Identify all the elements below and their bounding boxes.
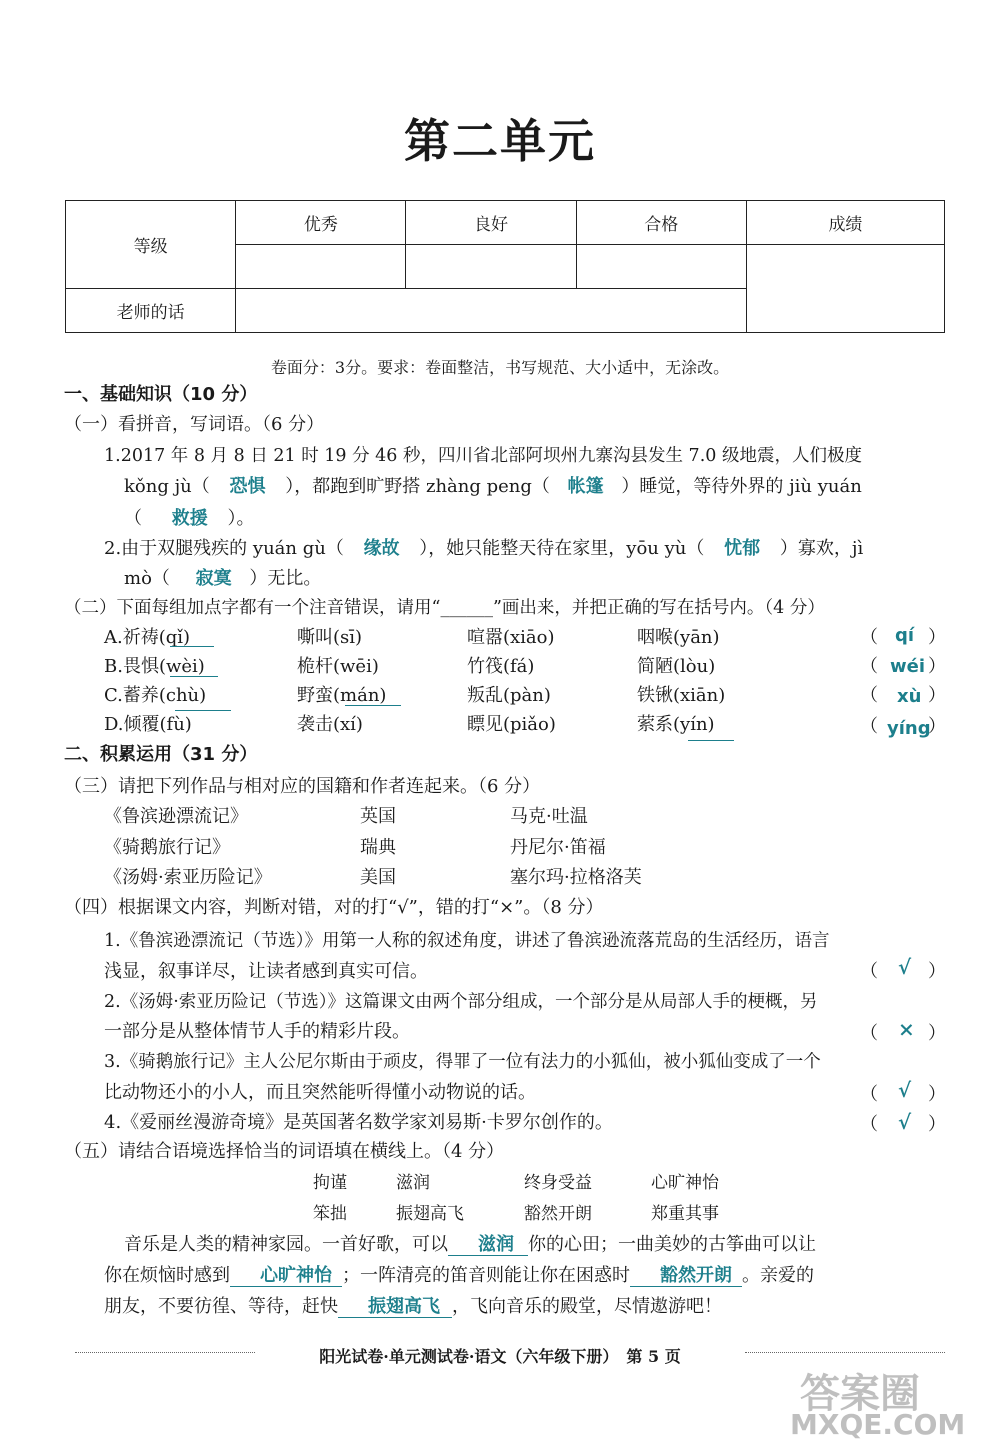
part-2-heading: （二）下面每组加点字都有一个注音错误，请用“______”画出来，并把正确的写在括号内。（4 分） [64, 598, 825, 618]
teacher-label: 老师的话 [66, 289, 236, 333]
judge-1-line2: 浅显，叙事详尽，让读者感到真实可信。 [104, 961, 428, 982]
row-a-underline [170, 646, 214, 647]
row-c-c3: 叛乱(pàn) [467, 685, 551, 706]
word-8: 郑重其事 [651, 1204, 719, 1224]
para-1a: 音乐是人类的精神家园。一首好歌，可以 [124, 1234, 448, 1255]
row-b-underline [170, 676, 218, 677]
q1-pinyin: kǒng jù（ [124, 476, 210, 497]
fill-2: 心旷神怡 [230, 1265, 342, 1287]
q2-pinyin-2: mò（ [124, 568, 170, 589]
q1-line2 [124, 472, 862, 498]
judge-2-open: （ [860, 1023, 878, 1044]
para-2c: 。亲爱的 [742, 1265, 814, 1286]
para-3a: 朋友，不要彷徨、等待，赶快 [104, 1296, 338, 1317]
judge-3-close: ） [928, 1084, 946, 1105]
q2-line2 [124, 564, 321, 590]
row-c-underline [345, 705, 401, 706]
level-label: 等级 [66, 201, 236, 289]
watermark-bottom: MXQE.COM [790, 1408, 966, 1441]
judge-4-close: ） [928, 1114, 946, 1135]
section-2-heading: 二、积累运用（31 分） [64, 744, 258, 765]
judge-2-answer: × [898, 1017, 915, 1041]
q1-line1: 1.2017 年 8 月 8 日 21 时 19 分 46 秒，四川省北部阿坝州九寨沟县发生 7.0 级地震，人们极度 [104, 446, 862, 466]
part-3-heading: （三）请把下列作品与相对应的国籍和作者连起来。（6 分） [64, 776, 541, 797]
q1-answer-1: 恐惧 [229, 476, 266, 497]
row-b-answer: wéi [890, 656, 926, 677]
para-2b: ；一阵清亮的笛音则能让你在困惑时 [342, 1265, 630, 1286]
row-c-answer: xù [897, 686, 922, 707]
row-a-close: ） [928, 627, 946, 648]
row-d-underline-2 [688, 740, 734, 741]
fill-3: 豁然开朗 [630, 1265, 742, 1287]
judge-1-close: ） [928, 961, 946, 982]
excellent-cell [236, 245, 406, 289]
score-label: 成绩 [746, 201, 944, 245]
para-line3 [104, 1292, 722, 1318]
judge-4-answer: √ [898, 1110, 912, 1134]
row-b-c2: 桅杆(wēi) [297, 656, 379, 677]
word-4: 心旷神怡 [651, 1173, 719, 1193]
para-line2 [104, 1261, 814, 1287]
word-1: 拘谨 [313, 1173, 347, 1193]
judge-1-answer: √ [898, 955, 912, 979]
grade-table [65, 200, 945, 333]
q2-end: ）无比。 [249, 568, 322, 589]
part-5-heading: （五）请结合语境选择恰当的词语填在横线上。（4 分） [64, 1141, 505, 1162]
work-1: 《鲁滨逊漂流记》 [104, 806, 248, 827]
judge-2-line1: 2.《汤姆·索亚历险记（节选）》这篇课文由两个部分组成，一个部分是从局部人手的梗概，另 [104, 992, 818, 1012]
row-b-close: ） [928, 656, 946, 677]
judge-4-open: （ [860, 1114, 878, 1135]
word-6: 振翅高飞 [396, 1204, 464, 1224]
judge-2-line2: 一部分是从整体情节人手的精彩片段。 [104, 1021, 410, 1042]
para-1b: 你的心田；一曲美妙的古筝曲可以让 [528, 1234, 816, 1255]
row-c-open: （ [860, 685, 878, 706]
row-c-close: ） [928, 685, 946, 706]
q1-l3-close: ）。 [227, 508, 255, 529]
q2-line1 [104, 534, 863, 560]
row-c-c1: C.蓄养(chù) [104, 685, 207, 706]
author-3: 塞尔玛·拉格洛芙 [510, 867, 642, 888]
author-1: 马克·吐温 [510, 806, 588, 827]
fill-4: 振翅高飞 [338, 1296, 452, 1318]
row-b-open: （ [860, 656, 878, 677]
page-footer: 阳光试卷·单元测试卷·语文（六年级下册） 第 5 页 [319, 1347, 681, 1366]
judge-1-open: （ [860, 961, 878, 982]
row-d-c1: D.倾覆(fù) [104, 714, 192, 735]
row-d-c4: 萦系(yín) [637, 714, 715, 735]
judge-3-answer: √ [898, 1078, 912, 1102]
q2-answer-1: 缘故 [363, 538, 400, 559]
judge-3-open: （ [860, 1084, 878, 1105]
row-b-c4: 简陋(lòu) [637, 656, 716, 677]
judge-2-close: ） [928, 1023, 946, 1044]
teacher-comment-cell [236, 289, 747, 333]
para-2a: 你在烦恼时感到 [104, 1265, 230, 1286]
fill-1: 滋润 [448, 1234, 528, 1256]
row-d-close: ） [928, 716, 946, 737]
neatness-rule: 卷面分：3分。要求：卷面整洁，书写规范、大小适中，无涂改。 [270, 358, 730, 377]
judge-1-line1: 1.《鲁滨逊漂流记（节选）》用第一人称的叙述角度，讲述了鲁滨逊流落荒岛的生活经历，语言 [104, 931, 830, 951]
q1-mid2: ）睡觉，等待外界的 jiù yuán [621, 476, 862, 497]
judge-4-line1: 4.《爱丽丝漫游奇境》是英国著名数学家刘易斯·卡罗尔创作的。 [104, 1112, 613, 1133]
row-a-open: （ [860, 627, 878, 648]
row-d-open: （ [860, 716, 878, 737]
judge-3-line1: 3.《骑鹅旅行记》主人公尼尔斯由于顽皮，得罪了一位有法力的小狐仙，被小狐仙变成了一个 [104, 1052, 821, 1072]
row-a-c3: 喧嚣(xiāo) [467, 627, 555, 648]
row-d-c3: 瞟见(piǎo) [467, 714, 556, 735]
row-a-c1: A.祈祷(qǐ) [104, 627, 191, 648]
word-5: 笨拙 [313, 1204, 347, 1224]
country-3: 美国 [360, 867, 396, 888]
q1-answer-3: 救援 [171, 508, 208, 529]
q1-answer-2: 帐篷 [567, 476, 604, 497]
judge-3-line2: 比动物还小的小人，而且突然能听得懂小动物说的话。 [104, 1082, 536, 1103]
q1-l3-open: （ [124, 508, 142, 529]
country-1: 英国 [360, 806, 396, 827]
page-title: 第二单元 [404, 114, 596, 168]
author-2: 丹尼尔·笛福 [510, 837, 606, 858]
q2-tail: ）寡欢，jì [779, 538, 864, 559]
q1-line3 [124, 504, 254, 530]
row-d-underline-1 [175, 710, 231, 711]
word-2: 滋润 [396, 1173, 430, 1193]
level-good: 良好 [406, 201, 576, 245]
q2-answer-3: 寂寞 [195, 568, 232, 589]
work-3: 《汤姆·索亚历险记》 [104, 867, 272, 888]
para-3b: ，飞向音乐的殿堂，尽情遨游吧！ [452, 1296, 722, 1317]
row-d-c2: 袭击(xí) [297, 714, 363, 735]
word-7: 豁然开朗 [524, 1204, 592, 1224]
q2-start: 2.由于双腿残疾的 yuán gù（ [104, 538, 344, 559]
row-c-c2: 野蛮(mán) [297, 685, 387, 706]
row-c-c4: 铁锹(xiān) [637, 685, 726, 706]
row-a-c4: 咽喉(yān) [637, 627, 720, 648]
row-d-answer: yíng [887, 718, 931, 739]
para-line1 [124, 1230, 816, 1256]
country-2: 瑞典 [360, 837, 396, 858]
good-cell [406, 245, 576, 289]
section-1-heading: 一、基础知识（10 分） [64, 384, 258, 405]
part-4-heading: （四）根据课文内容，判断对错，对的打“√”，错的打“×”。（8 分） [64, 897, 604, 918]
row-b-c1: B.畏惧(wèi) [104, 656, 205, 677]
level-pass: 合格 [576, 201, 746, 245]
level-excellent: 优秀 [236, 201, 406, 245]
row-a-answer: qí [895, 625, 915, 646]
watermark-top: 答案圈 [800, 1371, 920, 1417]
word-3: 终身受益 [524, 1173, 592, 1193]
row-a-c2: 嘶叫(sī) [297, 627, 363, 648]
pass-cell [576, 245, 746, 289]
part-1-heading: （一）看拼音，写词语。（6 分） [64, 414, 325, 435]
q2-mid: ），她只能整天待在家里，yōu yù（ [419, 538, 705, 559]
row-b-c3: 竹筏(fá) [467, 656, 535, 677]
work-2: 《骑鹅旅行记》 [104, 837, 230, 858]
q2-answer-2: 忧郁 [724, 538, 761, 559]
q1-mid1: ），都跑到旷野搭 zhàng peng（ [285, 476, 550, 497]
score-cell [746, 245, 944, 333]
